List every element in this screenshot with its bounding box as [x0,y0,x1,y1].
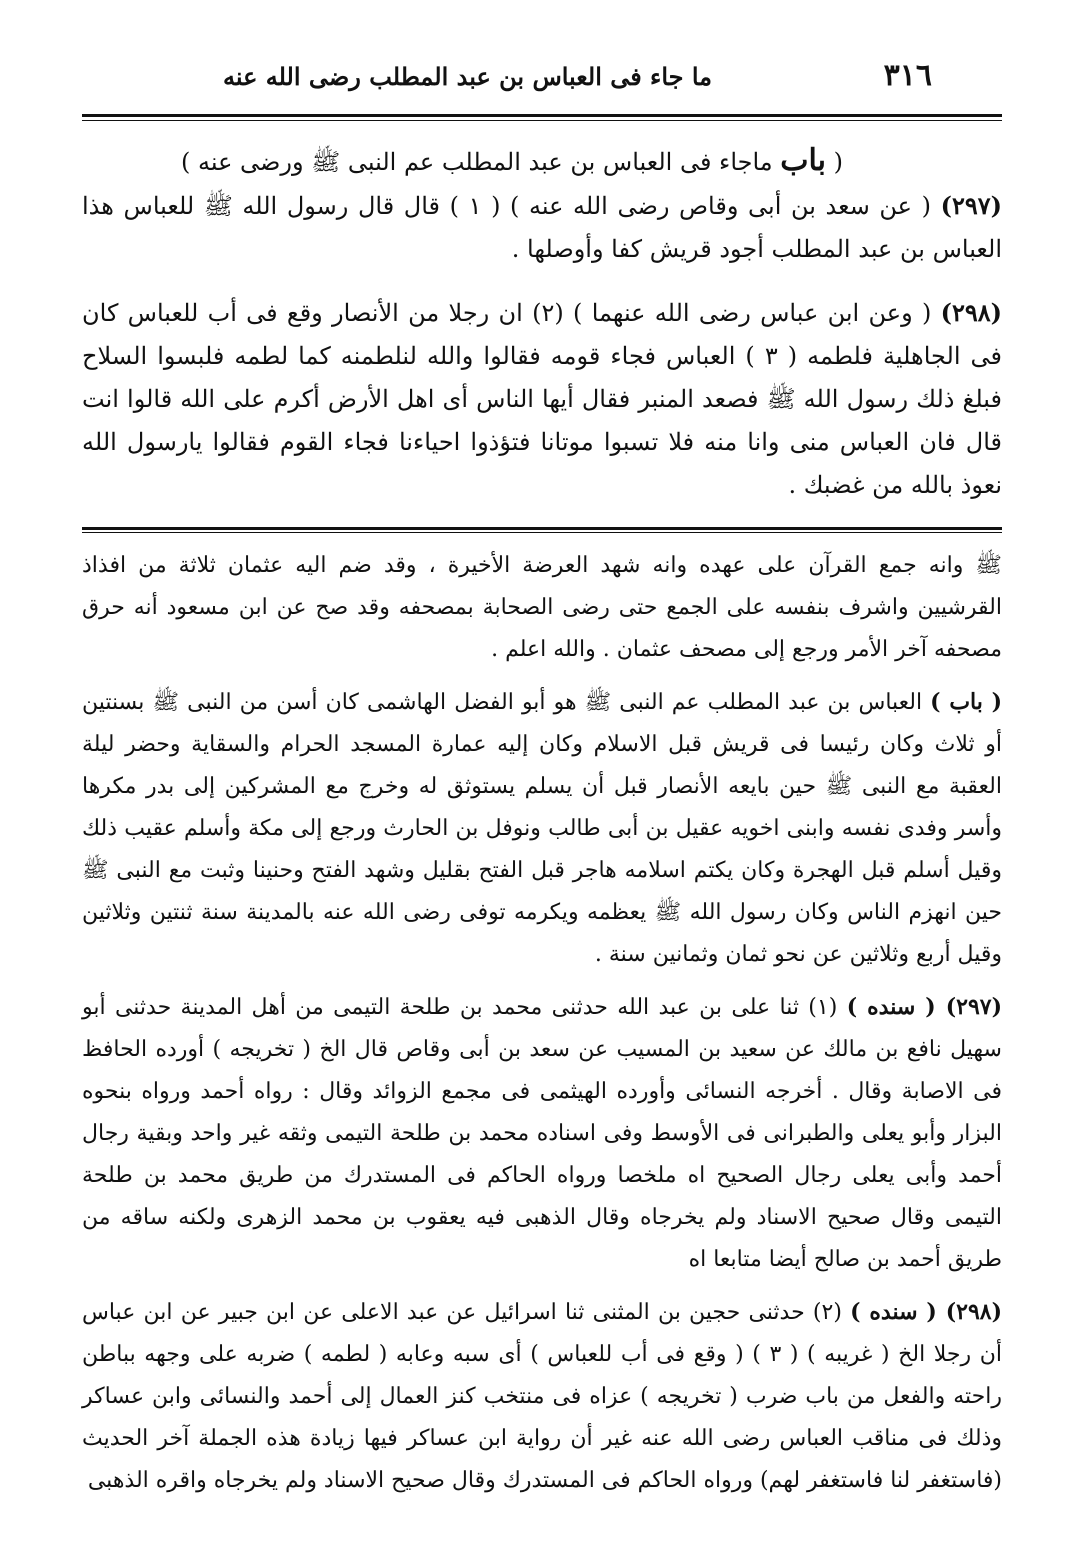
commentary-paragraph: ( باب ) العباس بن عبد المطلب عم النبى ﷺ هو أبو الفضل الهاشمى كان أسن من النبى ﷺ بسنتين أو ثلاث وكان رئيسا فى قريش قبل الاسلام وكان إليه عمارة المسجد الحرام والسقاية وحضر ليلة العقبة مع النبى ﷺ حين بايعه الأنصار قبل أن يسلم يستوثق له وخرج مع المشركين إلى بدر مكرها وأسر وفدى نفسه وابنى اخويه عقيل بن أبى طالب ونوفل بن الحارث ورجع إلى مكة وأسلم عقيب ذلك وقيل أسلم قبل الهجرة وكان يكتم اسلامه هاجر قبل الفتح بقليل وشهد الفتح وحنينا وثبت مع النبى ﷺ حين انهزم الناس وكان رسول الله ﷺ يعظمه ويكرمه توفى رضى الله عنه بالمدينة سنة ثنتين وثلاثين وقيل أربع وثلاثين عن نحو ثمان وثمانين سنة . [82,689,1002,967]
commentary-label: (٢٩٧) ( سنده ) [846,994,1002,1020]
commentary-label: ( باب ) [930,689,1002,715]
footnote-separator [82,527,1002,533]
page-number: ٣١٦ [883,58,932,93]
hadith-text: ( عن سعد بن أبى وقاص رضى الله عنه ) ( ١ ) قال قال رسول الله ﷺ للعباس هذا العباس بن عبد المطلب أجود قريش كفا وأوصلها . [82,192,1002,263]
commentary-paragraph: ﷺ وانه جمع القرآن على عهده وانه شهد العرضة الأخيرة ، وقد ضم اليه عثمان ثلاثة من افذاذ القرشيين واشرف بنفسه على الجمع حتى رضى الصحابة بمصحفه وقد صح عن ابن مسعود أنه حرق مصحفه آخر الأمر ورجع إلى مصحف عثمان . والله اعلم . [82,553,1002,662]
hadith-text: ( وعن ابن عباس رضى الله عنهما ) (٢) ان رجلا من الأنصار وقع فى أب للعباس كان فى الجاهلية فلطمه ( ٣ ) العباس فجاء قومه فقالوا والله لنلطمنه كما لطمه فلبسوا السلاح فبلغ ذلك رسول الله ﷺ فصعد المنبر فقال أيها الناس أى اهل الأرض أكرم على الله قالوا انت قال فان العباس منى وانا منه فلا تسبوا موتانا فتؤذوا احياءنا فجاء القوم فقالوا يارسول الله نعوذ بالله من غضبك . [82,299,1003,499]
running-title: ما جاء فى العباس بن عبد المطلب رضى الله عنه [222,62,712,91]
chapter-bab-word: باب [780,143,827,178]
commentary-section [82,545,1002,1502]
commentary-paragraph: (٢٩٨) ( سنده ) (٢) حدثنى حجين بن المثنى ثنا اسرائيل عن عبد الاعلى عن ابن جبير عن ابن عباس أن رجلا الخ ( غريبه ) ( ٣ ) ( وقع فى أب للعباس ) أى سبه وعابه ( لطمه ) ضربه على وجهه بباطن راحته والفعل من باب ضرب ( تخريجه ) عزاه فى منتخب كنز العمال إلى أحمد والنسائى وابن عساكر وذلك فى مناقب العباس رضى الله عنه غير أن رواية ابن عساكر فيها زيادة هذه الجملة آخر الحديث (فاستغفر لنا فاستغفر لهم) ورواه الحاكم فى المستدرك وقال صحيح الاسناد ولم يخرجاه واقره الذهبى [82,1299,1002,1493]
hadith-298 [82,291,1002,507]
page-header [82,58,942,108]
hadith-number: (٢٩٨) [940,298,1003,327]
chapter-heading: ( باب ماجاء فى العباس بن عبد المطلب عم النبى ﷺ ورضى عنه ) [180,143,844,178]
main-text [82,141,1003,507]
hadith-297 [82,184,1002,271]
hadith-number: (٢٩٧) [940,191,1002,220]
chapter-heading-text: ماجاء فى العباس بن عبد المطلب عم النبى ﷺ ورضى عنه [197,148,773,176]
commentary-label: (٢٩٨) ( سنده ) [850,1299,1002,1325]
header-rule [82,114,1002,121]
commentary-paragraph: (٢٩٧) ( سنده ) (١) ثنا على بن عبد الله حدثنى محمد بن طلحة التيمى من أهل المدينة حدثنى أبو سهيل نافع بن مالك عن سعيد بن المسيب عن سعد بن أبى وقاص قال الخ ( تخريجه ) أورده الحافظ فى الاصابة وقال . أخرجه النسائى وأورده الهيثمى فى مجمع الزوائد وقال : رواه أحمد ورواه بنحوه البزار وأبو يعلى والطبرانى فى الأوسط وفى اسناده محمد بن طلحة التيمى وثقه غير واحد وبقية رجال أحمد وأبى يعلى رجال الصحيح اه ملخصا ورواه الحاكم فى المستدرك من طريق محمد بن طلحة التيمى وقال صحيح الاسناد ولم يخرجاه وقال الذهبى فيه يعقوب بن محمد الزهرى ولكنه ساقه من طريق أحمد بن صالح أيضا متابعا اه [82,994,1002,1272]
